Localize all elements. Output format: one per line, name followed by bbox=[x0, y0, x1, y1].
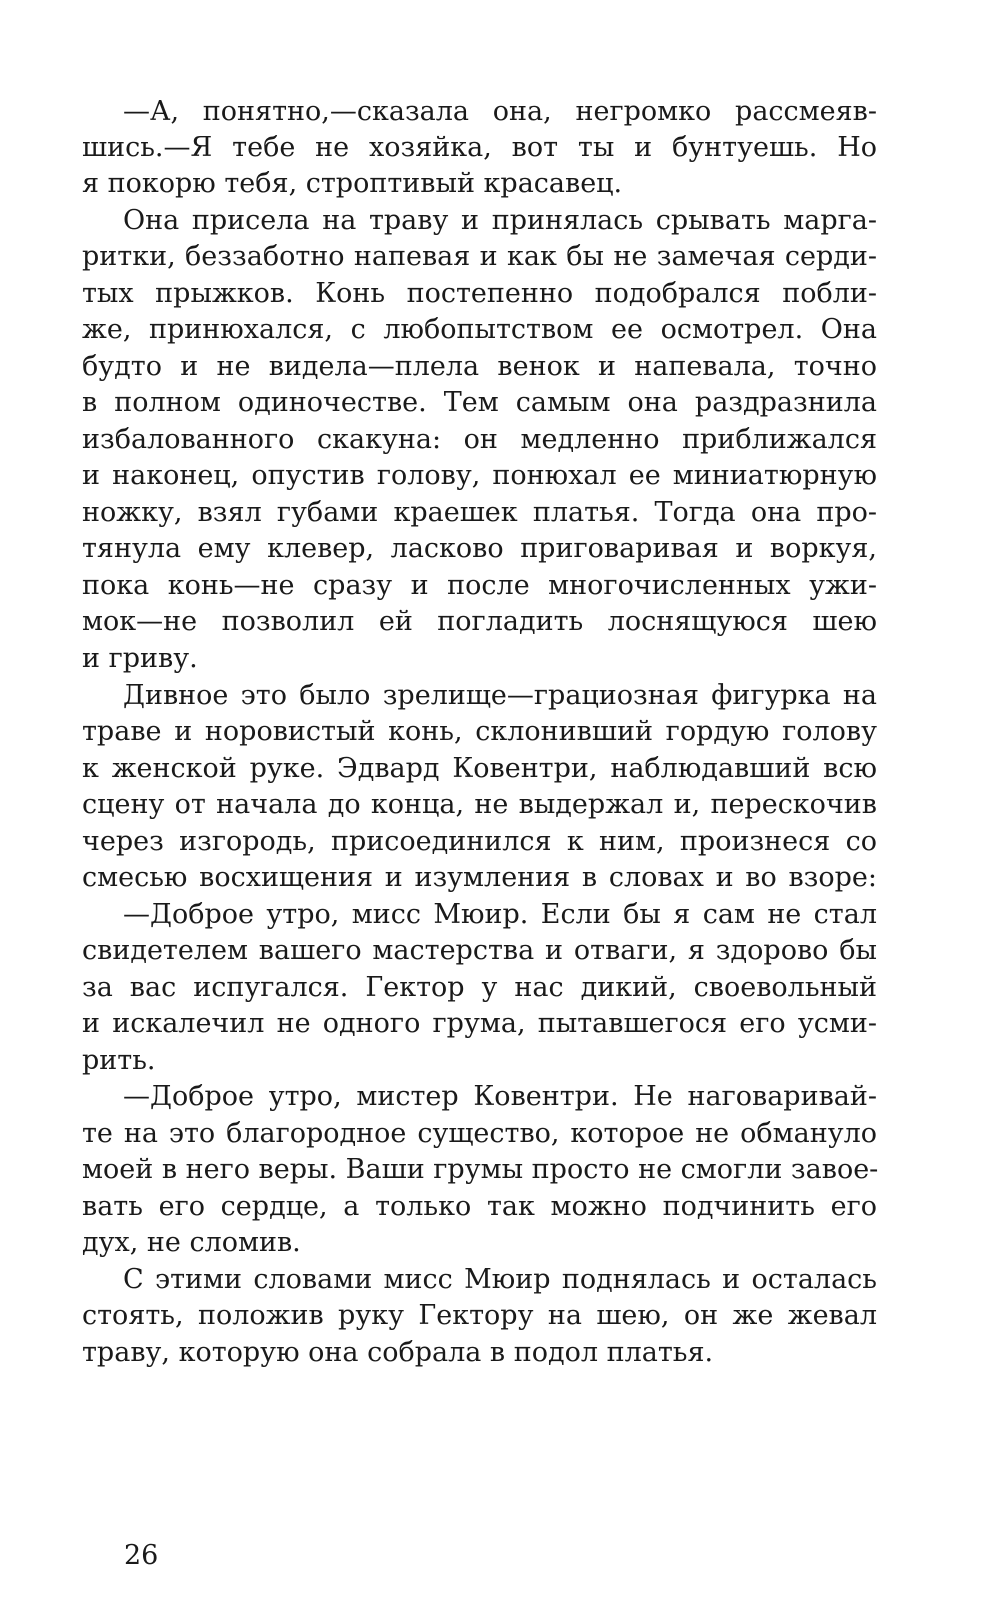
text-line: Дивное это было зрелище—грациозная фигурка на bbox=[123, 680, 877, 711]
text-line: рить. bbox=[82, 1045, 156, 1076]
text-line: к женской руке. Эдвард Ковентри, наблюдавший всю bbox=[82, 753, 877, 784]
text-line: Она присела на траву и принялась срывать марга- bbox=[123, 205, 877, 236]
text-line: —Доброе утро, мистер Ковентри. Не наговаривай- bbox=[123, 1081, 877, 1112]
text-line: пока конь—не сразу и после многочисленных ужи- bbox=[82, 570, 877, 601]
text-line: стоять, положив руку Гектору на шею, он же жевал bbox=[82, 1300, 877, 1331]
text-line: —А, понятно,—сказала она, негромко рассмеяв- bbox=[123, 96, 877, 127]
text-line: же, принюхался, с любопытством ее осмотрел. Она bbox=[82, 314, 877, 345]
text-line: за вас испугался. Гектор у нас дикий, своевольный bbox=[82, 972, 877, 1003]
text-line: будто и не видела—плела венок и напевала, точно bbox=[82, 351, 877, 382]
text-line: сцену от начала до конца, не выдержал и, перескочив bbox=[82, 789, 877, 820]
text-line: и наконец, опустив голову, понюхал ее миниатюрную bbox=[82, 460, 877, 491]
text-line: свидетелем вашего мастерства и отваги, я здорово бы bbox=[82, 935, 877, 966]
page-number: 26 bbox=[124, 1540, 159, 1571]
text-line: тых прыжков. Конь постепенно подобрался побли- bbox=[82, 278, 877, 309]
text-line: —Доброе утро, мисс Мюир. Если бы я сам не стал bbox=[123, 899, 877, 930]
text-line: мок—не позволил ей погладить лоснящуюся шею bbox=[82, 606, 877, 637]
text-line: избалованного скакуна: он медленно приближался bbox=[82, 424, 877, 455]
text-line: тянула ему клевер, ласково приговаривая и воркуя, bbox=[82, 533, 877, 564]
text-line: С этими словами мисс Мюир поднялась и осталась bbox=[123, 1264, 877, 1295]
text-line: я покорю тебя, строптивый красавец. bbox=[82, 168, 623, 199]
text-line: и искалечил не одного грума, пытавшегося его усми- bbox=[82, 1008, 877, 1039]
text-line: ритки, беззаботно напевая и как бы не замечая серди- bbox=[82, 241, 877, 272]
text-line: вать его сердце, а только так можно подчинить его bbox=[82, 1191, 877, 1222]
text-line: траву, которую она собрала в подол платья. bbox=[82, 1337, 714, 1368]
text-line: шись.—Я тебе не хозяйка, вот ты и бунтуешь. Но bbox=[82, 132, 877, 163]
text-line: в полном одиночестве. Тем самым она раздразнила bbox=[82, 387, 877, 418]
text-line: через изгородь, присоединился к ним, произнеся со bbox=[82, 826, 877, 857]
text-line: дух, не сломив. bbox=[82, 1227, 301, 1258]
text-line: и гриву. bbox=[82, 643, 198, 674]
text-line: те на это благородное существо, которое не обмануло bbox=[82, 1118, 877, 1149]
text-line: ножку, взял губами краешек платья. Тогда она про- bbox=[82, 497, 877, 528]
text-line: моей в него веры. Ваши грумы просто не смогли завое- bbox=[82, 1154, 879, 1185]
text-line: траве и норовистый конь, склонивший гордую голову bbox=[82, 716, 877, 747]
text-line: смесью восхищения и изумления в словах и во взоре: bbox=[82, 862, 877, 893]
